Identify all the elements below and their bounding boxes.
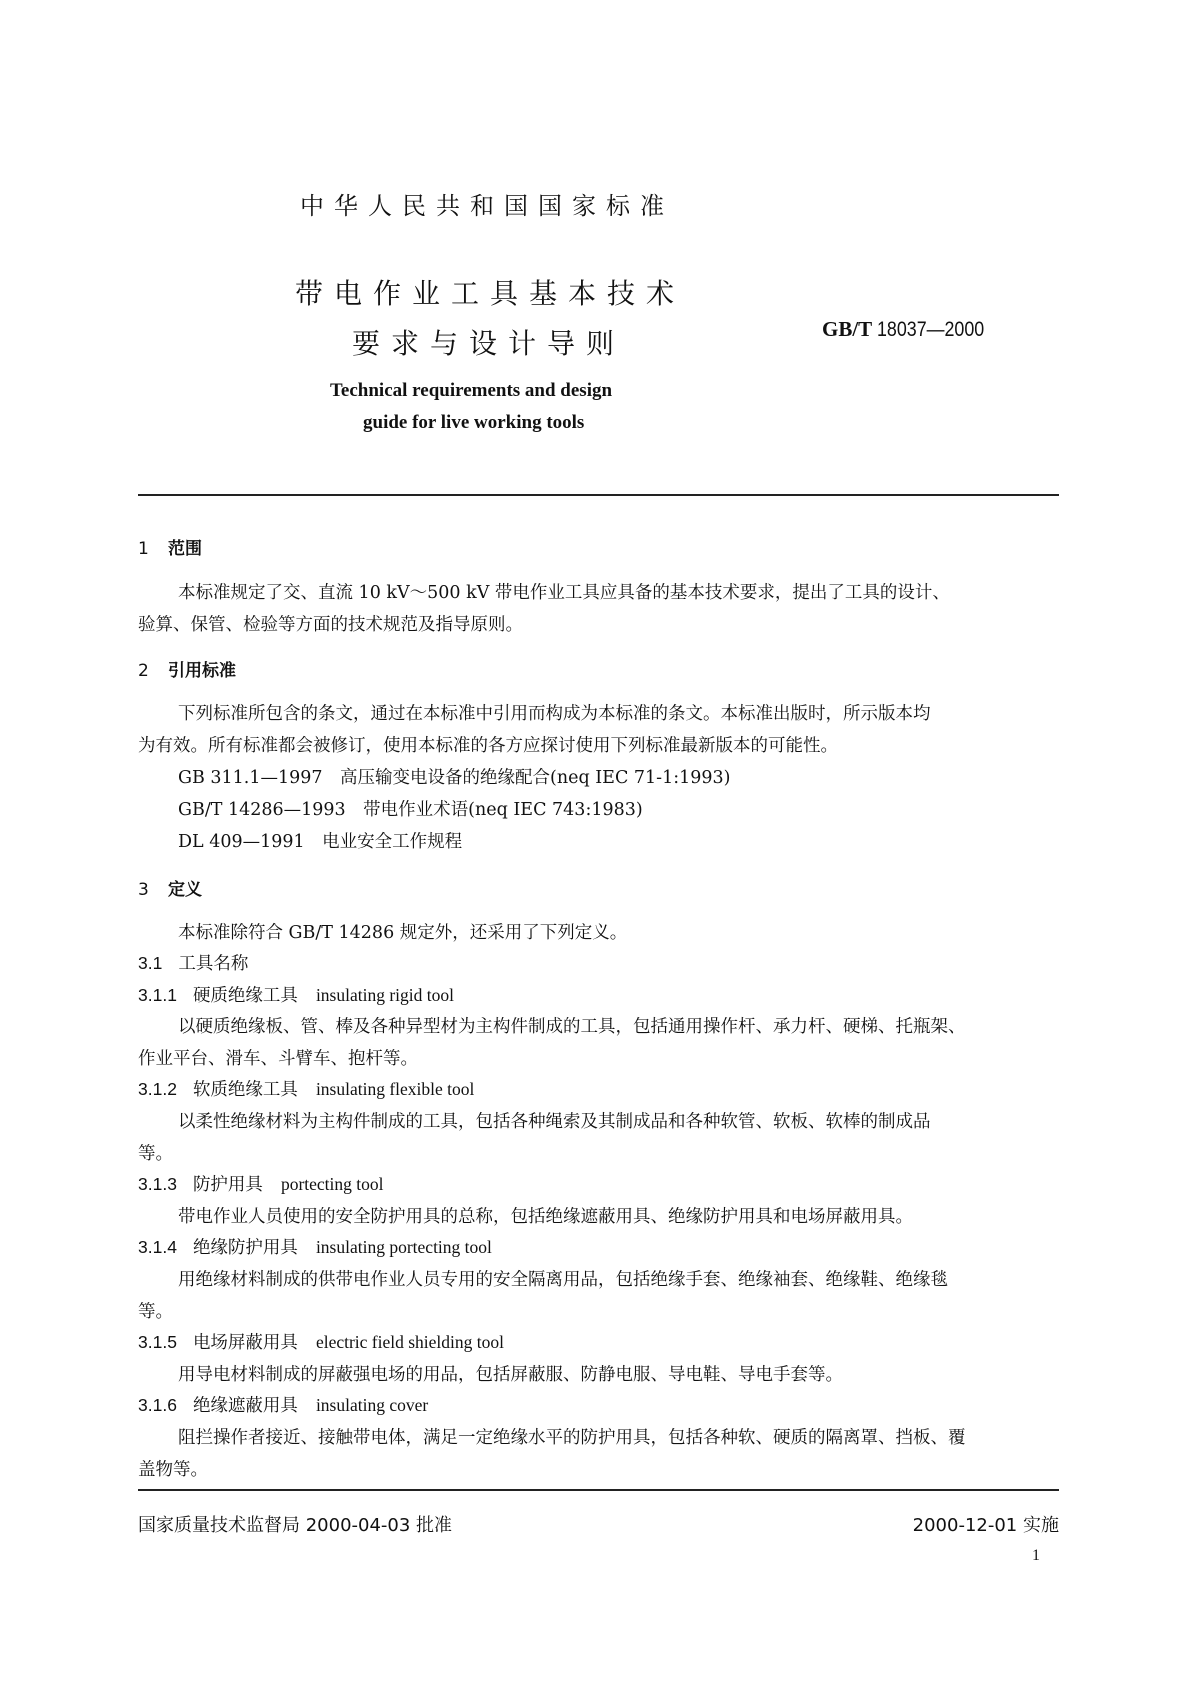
subsection-title: 工具名称	[178, 954, 249, 974]
clause-3-1-2-line2: 等。	[138, 1144, 173, 1164]
clause-3-1-2-line1: 以柔性绝缘材料为主构件制成的工具，包括各种绳索及其制成品和各种软管、软板、软棒的制成品	[178, 1112, 931, 1132]
clause-number: 3.1.6	[138, 1395, 177, 1415]
clause-title-zh: 绝缘遮蔽用具	[192, 1396, 298, 1416]
clause-title-zh: 绝缘防护用具	[192, 1238, 298, 1258]
section-1-paragraph-line2: 验算、保管、检验等方面的技术规范及指导原则。	[138, 615, 523, 635]
standard-code: 18037—2000	[877, 318, 985, 341]
clause-title-en: insulating flexible tool	[315, 1079, 475, 1099]
subsection-number: 3.1	[138, 953, 163, 973]
clause-3-1-4-heading	[138, 1234, 492, 1259]
clause-title-en: electric field shielding tool	[315, 1332, 505, 1352]
page-number: 1	[1032, 1547, 1040, 1564]
clause-3-1-1-line2: 作业平台、滑车、斗臂车、抱杆等。	[138, 1049, 418, 1069]
top-divider	[138, 494, 1059, 496]
clause-3-1-6-line2: 盖物等。	[138, 1460, 208, 1480]
section-1-paragraph-line1: 本标准规定了交、直流 10 kV～500 kV 带电作业工具应具备的基本技术要求，提出了工具的设计、	[178, 583, 950, 603]
section-3-intro: 本标准除符合 GB/T 14286 规定外，还采用了下列定义。	[178, 923, 628, 943]
clause-3-1-2-heading	[138, 1076, 474, 1101]
title-en-line1: Technical requirements and design	[330, 380, 613, 401]
clause-number: 3.1.4	[138, 1237, 177, 1257]
clause-3-1-6-heading	[138, 1392, 428, 1417]
clause-title-zh: 电场屏蔽用具	[192, 1333, 298, 1353]
clause-title-en: insulating cover	[315, 1395, 429, 1415]
standard-prefix: GB/T	[822, 317, 873, 341]
section-3-heading	[138, 875, 202, 900]
clause-3-1-5-line1: 用导电材料制成的屏蔽强电场的用品，包括屏蔽服、防静电服、导电鞋、导电手套等。	[178, 1365, 843, 1385]
approval-date: 国家质量技术监督局 2000-04-03 批准	[138, 1515, 453, 1536]
standard-number	[822, 317, 1004, 342]
section-2-paragraph-line1: 下列标准所包含的条文，通过在本标准中引用而构成为本标准的条文。本标准出版时，所示版本均	[178, 704, 931, 724]
title-zh-line2: 要求与设计导则	[352, 327, 626, 360]
clause-number: 3.1.3	[138, 1174, 177, 1194]
section-title: 定义	[168, 880, 202, 900]
section-1-heading	[138, 534, 202, 559]
clause-number: 3.1.2	[138, 1079, 177, 1099]
clause-number: 3.1.5	[138, 1332, 177, 1352]
clause-number: 3.1.1	[138, 985, 177, 1005]
section-title: 范围	[168, 539, 202, 559]
reference-item: GB/T 14286—1993 带电作业术语(neq IEC 743:1983)	[178, 800, 643, 820]
reference-item: DL 409—1991 电业安全工作规程	[178, 832, 463, 852]
clause-title-zh: 软质绝缘工具	[192, 1080, 298, 1100]
clause-3-1-5-heading	[138, 1329, 504, 1354]
clause-3-1-6-line1: 阻拦操作者接近、接触带电体，满足一定绝缘水平的防护用具，包括各种软、硬质的隔离罩、挡板、覆	[178, 1428, 966, 1448]
bottom-divider	[138, 1489, 1059, 1491]
clause-3-1-4-line2: 等。	[138, 1302, 173, 1322]
clause-3-1-1-line1: 以硬质绝缘板、管、棒及各种异型材为主构件制成的工具，包括通用操作杆、承力杆、硬梯、托瓶架、	[178, 1017, 966, 1037]
section-title: 引用标准	[168, 661, 236, 681]
clause-title-en: insulating rigid tool	[315, 985, 454, 1005]
title-en-line2: guide for live working tools	[363, 412, 585, 433]
section-number: 2	[138, 661, 149, 681]
clause-title-en: insulating portecting tool	[315, 1237, 492, 1257]
clause-3-1-3-heading	[138, 1171, 384, 1196]
clause-title-en: portecting tool	[280, 1174, 384, 1194]
national-standard-heading: 中华人民共和国国家标准	[300, 192, 674, 220]
section-number: 1	[138, 539, 149, 559]
clause-3-1-3-line1: 带电作业人员使用的安全防护用具的总称，包括绝缘遮蔽用具、绝缘防护用具和电场屏蔽用具。	[178, 1207, 913, 1227]
section-number: 3	[138, 880, 149, 900]
clause-3-1-1-heading	[138, 982, 454, 1007]
effective-date: 2000-12-01 实施	[912, 1515, 1059, 1536]
clause-3-1-4-line1: 用绝缘材料制成的供带电作业人员专用的安全隔离用品，包括绝缘手套、绝缘袖套、绝缘鞋、绝缘毯	[178, 1270, 948, 1290]
clause-title-zh: 硬质绝缘工具	[192, 986, 298, 1006]
title-zh-line1: 带电作业工具基本技术	[295, 277, 686, 310]
subsection-3-1-heading	[138, 950, 248, 975]
section-2-paragraph-line2: 为有效。所有标准都会被修订，使用本标准的各方应探讨使用下列标准最新版本的可能性。	[138, 736, 838, 756]
clause-title-zh: 防护用具	[192, 1175, 263, 1195]
reference-item: GB 311.1—1997 高压输变电设备的绝缘配合(neq IEC 71-1:1993)	[178, 768, 731, 788]
section-2-heading	[138, 656, 236, 681]
